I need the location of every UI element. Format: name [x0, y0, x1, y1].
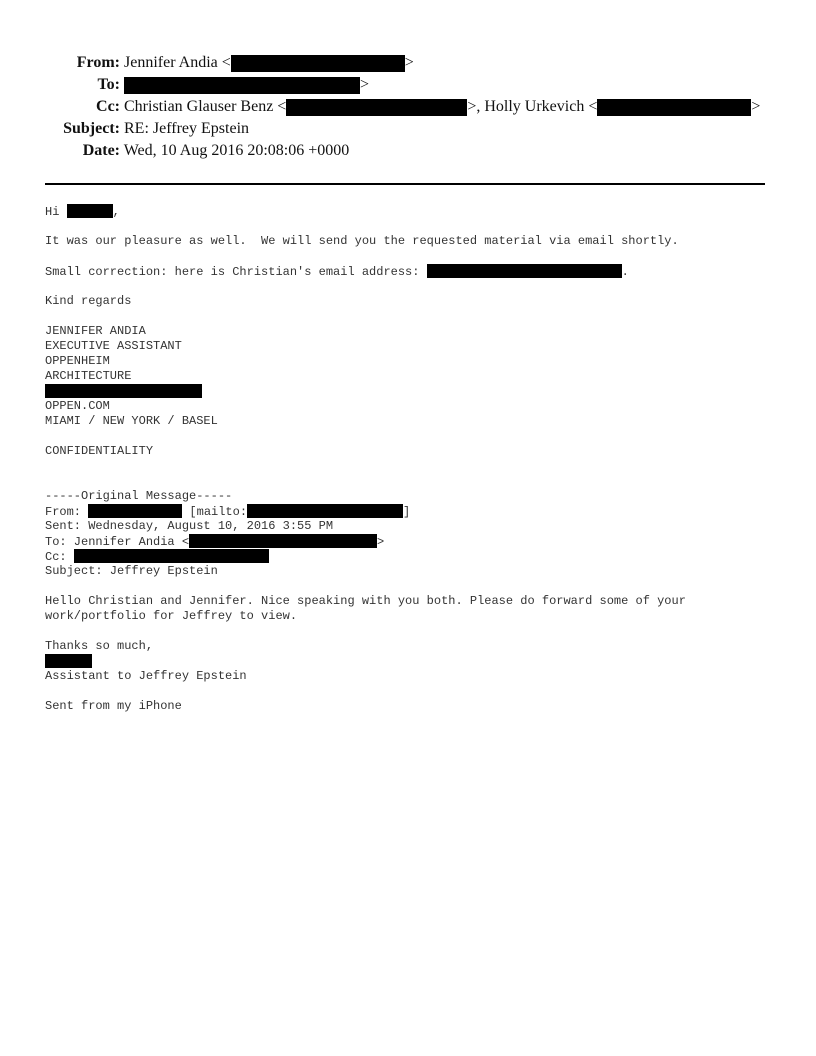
redaction-block	[124, 77, 360, 94]
redaction-block	[45, 654, 92, 668]
original-assistant-line: Assistant to Jeffrey Epstein	[45, 669, 247, 683]
greeting-text: Hi	[45, 205, 67, 219]
greeting-comma: ,	[112, 205, 120, 219]
redaction-block	[286, 99, 467, 116]
signature-cities: MIAMI / NEW YORK / BASEL	[45, 414, 218, 428]
cc-label: Cc:	[96, 98, 120, 115]
header-to-row	[45, 74, 369, 96]
header-cc-row	[45, 96, 760, 118]
original-from-label: From:	[45, 505, 89, 519]
bracket: ]	[403, 505, 411, 519]
header-from-row	[45, 52, 414, 74]
correction-text: Small correction: here is Christian's email address:	[45, 265, 427, 279]
subject-value: RE: Jeffrey Epstein	[124, 120, 250, 137]
bracket: >	[377, 535, 385, 549]
original-to-text: To: Jennifer Andia <	[45, 535, 190, 549]
header-divider	[45, 183, 765, 185]
greeting-line	[45, 204, 120, 220]
original-from-line	[45, 504, 410, 520]
signature-website: OPPEN.COM	[45, 399, 110, 413]
date-label: Date:	[82, 142, 120, 159]
header-date-row	[45, 140, 349, 162]
original-cc-label: Cc:	[45, 550, 74, 564]
original-sent-from: Sent from my iPhone	[45, 699, 182, 713]
correction-line	[45, 264, 629, 280]
signature-redacted-line	[45, 384, 202, 400]
signature-company-2: ARCHITECTURE	[45, 369, 132, 383]
signature-name: JENNIFER ANDIA	[45, 324, 146, 338]
regards-line: Kind regards	[45, 294, 132, 308]
correction-period: .	[621, 265, 629, 279]
original-separator: -----Original Message-----	[45, 489, 233, 503]
original-cc-line	[45, 549, 269, 565]
bracket: >	[751, 98, 761, 115]
original-subject-line: Subject: Jeffrey Epstein	[45, 564, 218, 578]
original-mailto: [mailto:	[182, 505, 248, 519]
redaction-block	[74, 549, 269, 563]
cc-name-1: Christian Glauser Benz <	[124, 98, 287, 115]
redaction-block	[45, 384, 202, 398]
redaction-block	[597, 99, 751, 116]
redaction-block	[231, 55, 405, 72]
from-label: From:	[76, 54, 120, 71]
original-to-line	[45, 534, 384, 550]
bracket: >	[360, 76, 370, 93]
original-message-line-2: work/portfolio for Jeffrey to view.	[45, 609, 298, 623]
body-line-1: It was our pleasure as well. We will send you the requested material via email shortly.	[45, 234, 679, 248]
original-sender-redacted	[45, 654, 92, 670]
header-subject-row	[45, 118, 249, 140]
signature-title: EXECUTIVE ASSISTANT	[45, 339, 182, 353]
redaction-block	[427, 264, 622, 278]
signature-company-1: OPPENHEIM	[45, 354, 110, 368]
original-message-line-1: Hello Christian and Jennifer. Nice speaking with you both. Please do forward some of your	[45, 594, 686, 608]
to-label: To:	[97, 76, 120, 93]
redaction-block	[88, 504, 182, 518]
confidentiality-line: CONFIDENTIALITY	[45, 444, 154, 458]
cc-name-2: >, Holly Urkevich <	[467, 98, 598, 115]
redaction-block	[189, 534, 377, 548]
original-thanks: Thanks so much,	[45, 639, 154, 653]
original-sent-line: Sent: Wednesday, August 10, 2016 3:55 PM	[45, 519, 334, 533]
redaction-block	[67, 204, 113, 218]
bracket: >	[404, 54, 414, 71]
redaction-block	[247, 504, 403, 518]
from-name: Jennifer Andia <	[124, 54, 231, 71]
date-value: Wed, 10 Aug 2016 20:08:06 +0000	[123, 142, 350, 159]
subject-label: Subject:	[63, 120, 120, 137]
